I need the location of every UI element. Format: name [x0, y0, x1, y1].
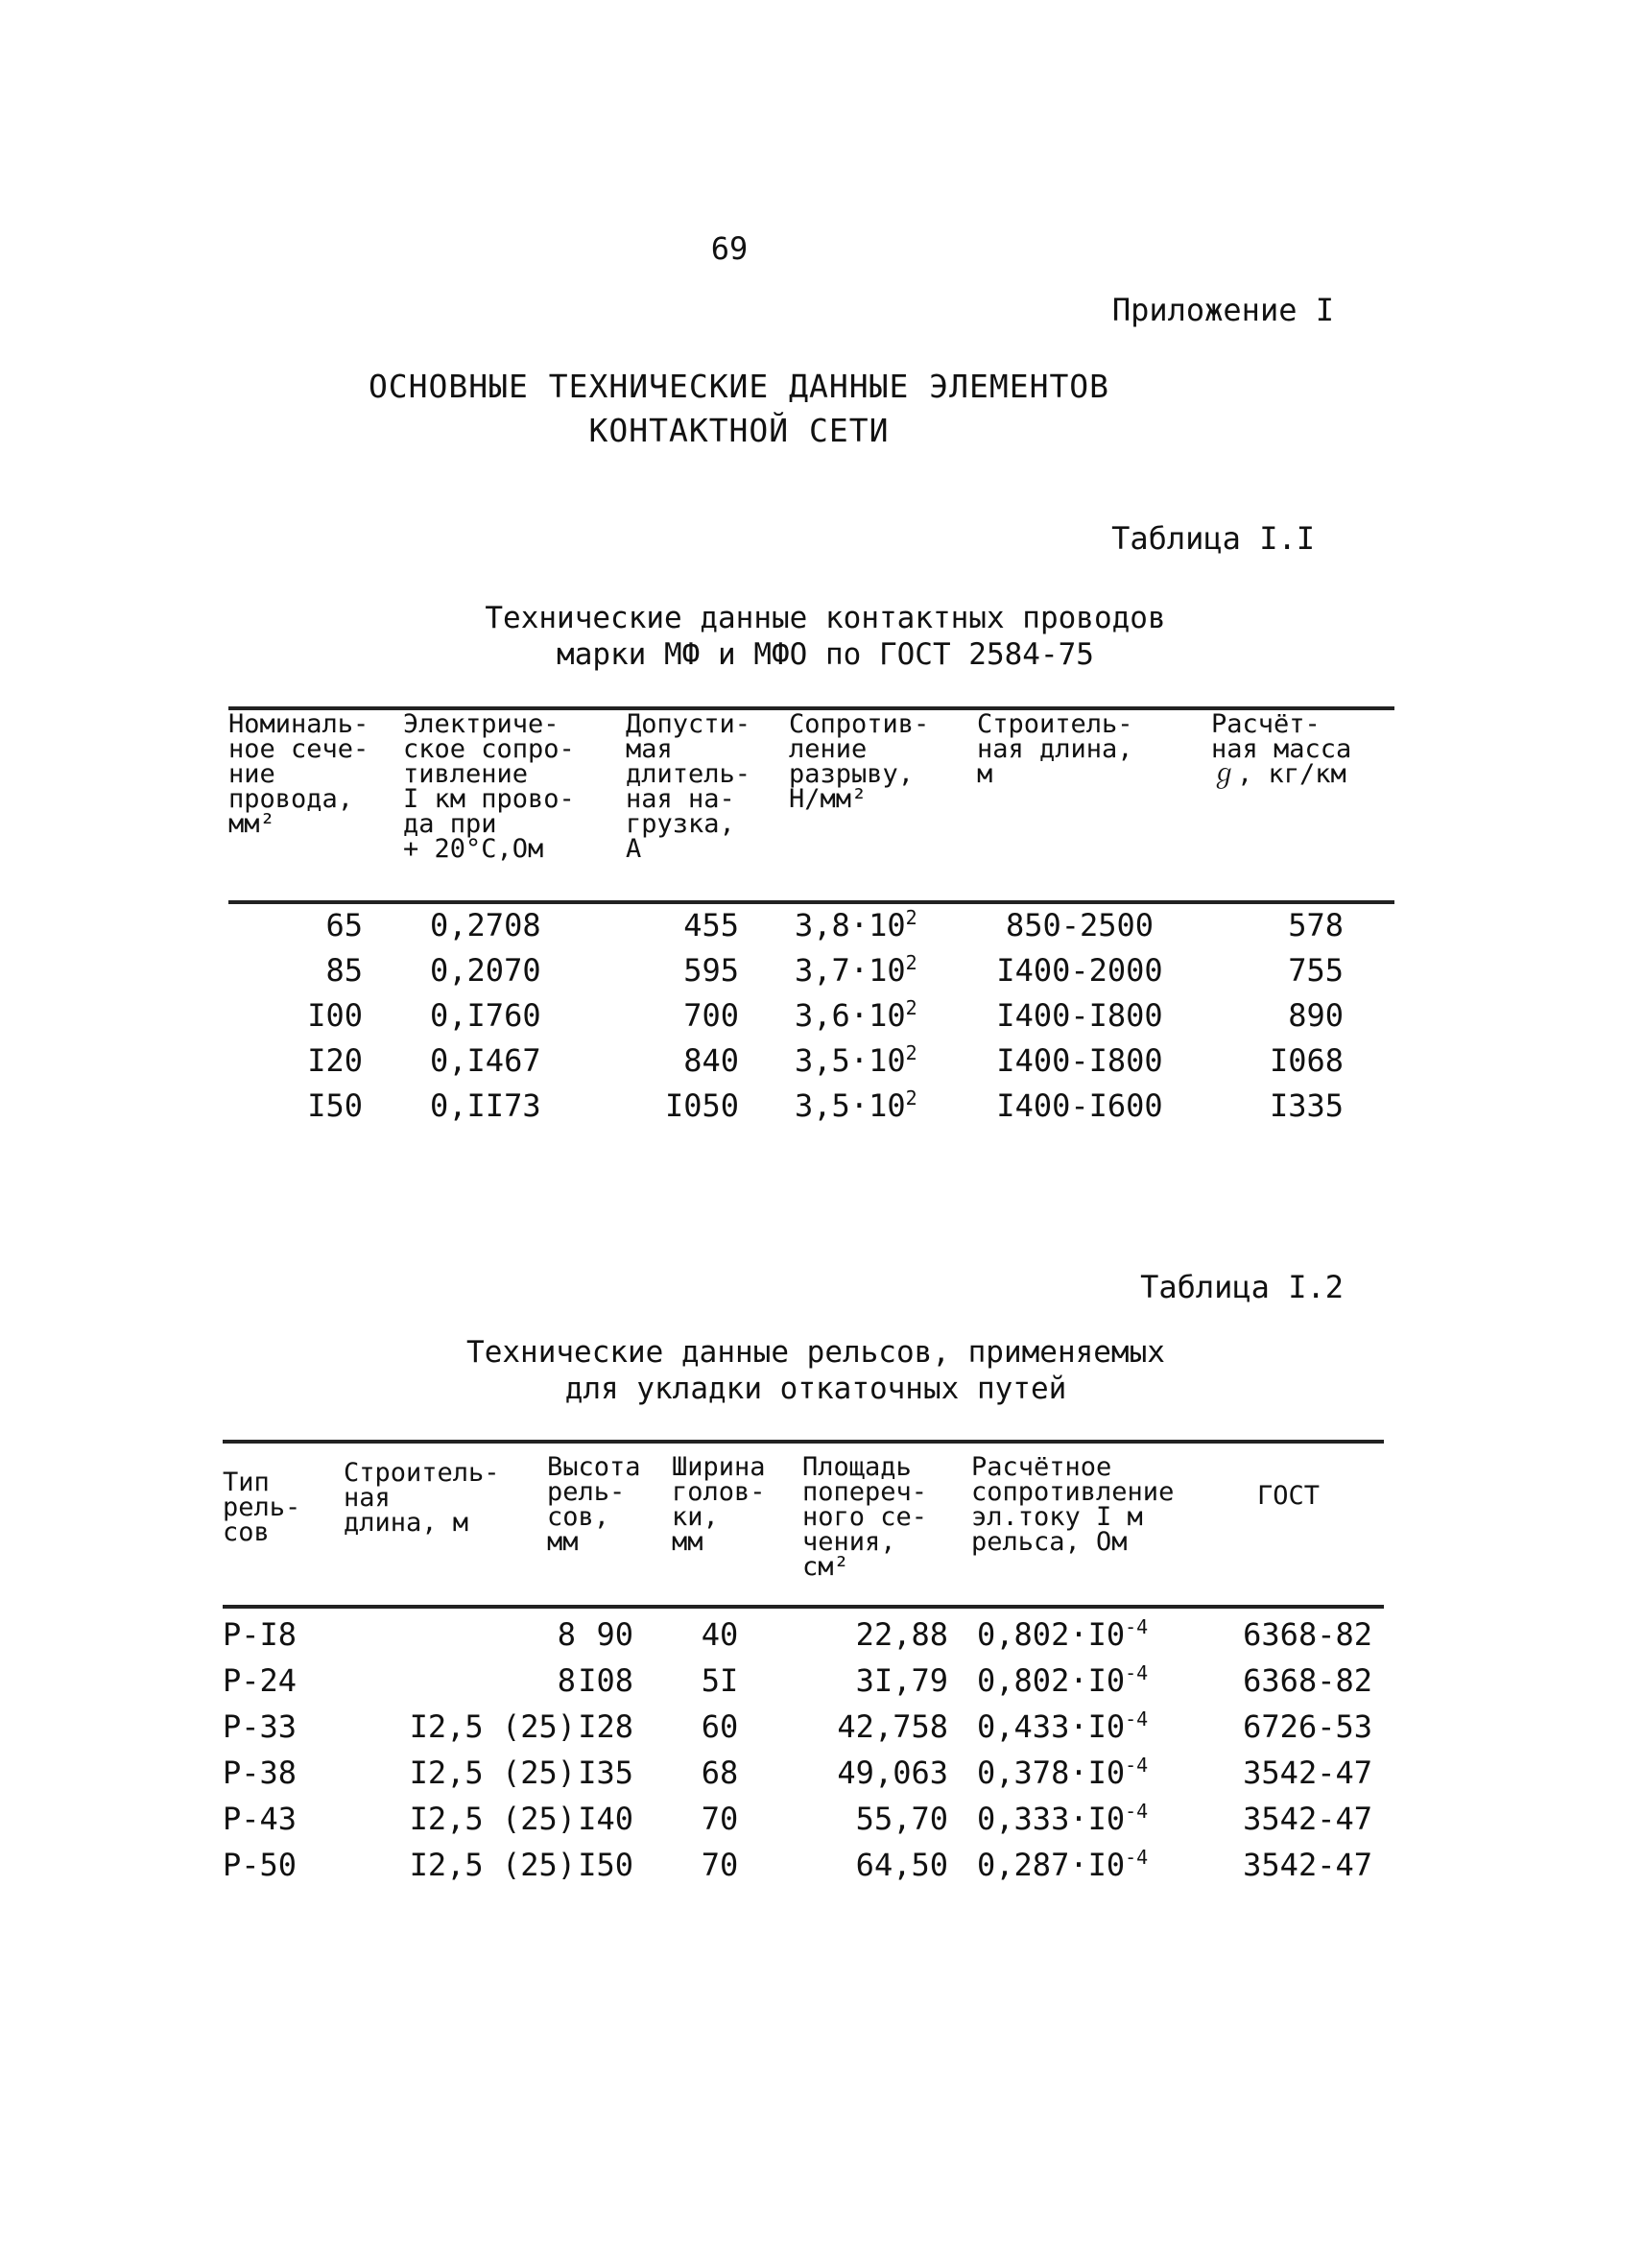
table1-cell-value: 840: [683, 1042, 739, 1079]
table2-cell-value: Р-I8: [223, 1616, 298, 1653]
table2-cell-r4-c5: [977, 1801, 1188, 1837]
table2-cell-value: 3542-47: [1243, 1755, 1372, 1791]
table1-cell-value: 0,2070: [430, 952, 541, 989]
table1-cell-r0-c3: [795, 907, 958, 943]
table2-exponent: -4: [1125, 1707, 1149, 1731]
table2-cell-r4-c6: [1228, 1801, 1372, 1837]
table2-header-area: Площадь попереч- ного се- чения, см²: [802, 1452, 928, 1582]
appendix-label: Приложение I: [1111, 292, 1334, 328]
table2-cell-value: I2,5 (25): [409, 1708, 576, 1745]
table1-exponent: 2: [905, 951, 917, 974]
table1-header-load: Допусти- мая длитель- ная на- грузка, А: [626, 709, 751, 864]
table1-header-resistance: Электриче- ское сопро- тивление I км прово- да при + 20°С,Ом: [403, 709, 575, 864]
table1-cell-value: 65: [325, 907, 363, 943]
table2-cell-value: 64,50: [855, 1847, 948, 1883]
table1-cell-r3-c3: [795, 1042, 958, 1079]
table1-cell-value: 755: [1288, 952, 1344, 989]
table2-cell-value: I50: [578, 1847, 633, 1883]
table2-cell-r2-c3: [672, 1708, 768, 1745]
table1-header-mass: Расчёт- ная масса ℊ, кг/км: [1211, 709, 1352, 789]
table2-cell-value: I08: [578, 1662, 633, 1699]
table1-cell-value: 578: [1288, 907, 1344, 943]
table2-cell-value: 3542-47: [1243, 1801, 1372, 1837]
table1-cell-r1-c0: [228, 952, 363, 989]
table2-cell-r1-c2: [537, 1662, 633, 1699]
table1-header-tensile: Сопротив- ление разрыву, Н/мм²: [789, 709, 930, 814]
table1-cell-r2-c1: [430, 997, 593, 1034]
table1-cell-r3-c5: [1200, 1042, 1344, 1079]
table2-title-line-1: Технические данные рельсов, применяемых: [466, 1335, 1165, 1370]
table1-exponent: 2: [905, 996, 917, 1019]
table2-cell-r1-c6: [1228, 1662, 1372, 1699]
table2-title: [336, 1334, 1296, 1407]
table1-cell-value: 3,5·10: [795, 1042, 906, 1079]
table2-top-rule: [223, 1440, 1384, 1444]
table1-title-line-2: марки МФ и МФО по ГОСТ 2584-75: [557, 637, 1094, 672]
table2-cell-value: Р-43: [223, 1801, 298, 1837]
table2-header-rule: [223, 1605, 1384, 1609]
table2-cell-value: 42,758: [837, 1708, 948, 1745]
table2-cell-r4-c0: [223, 1801, 328, 1837]
table1-cell-value: I400-2000: [996, 952, 1163, 989]
table2-cell-value: I40: [578, 1801, 633, 1837]
table2-cell-r3-c3: [672, 1755, 768, 1791]
table1-cell-r2-c5: [1200, 997, 1344, 1034]
table2-cell-r3-c6: [1228, 1755, 1372, 1791]
table1-header-length: Строитель- ная длина, м: [977, 709, 1133, 789]
table2-cell-value: 49,063: [837, 1755, 948, 1791]
table2-cell-r0-c0: [223, 1616, 328, 1653]
table2-cell-r4-c3: [672, 1801, 768, 1837]
table1-cell-r2-c2: [614, 997, 739, 1034]
table2-cell-value: 70: [701, 1847, 739, 1883]
table1-title: [336, 600, 1315, 673]
table1-cell-r3-c4: [979, 1042, 1180, 1079]
table1-cell-value: I00: [307, 997, 363, 1034]
table1-cell-r2-c4: [979, 997, 1180, 1034]
table2-cell-r2-c5: [977, 1708, 1188, 1745]
table1-cell-value: I400-I800: [996, 997, 1163, 1034]
table1-cell-value: 0,I760: [430, 997, 541, 1034]
table1-label: Таблица I.I: [1111, 520, 1315, 557]
table2-cell-r5-c2: [537, 1847, 633, 1883]
table2-header-head-width: Ширина голов- ки, мм: [672, 1452, 766, 1557]
table1-cell-value: 890: [1288, 997, 1344, 1034]
table2-cell-r1-c0: [223, 1662, 328, 1699]
table1-cell-r0-c4: [979, 907, 1180, 943]
table2-exponent: -4: [1125, 1661, 1149, 1684]
table1-cell-r2-c3: [795, 997, 958, 1034]
table2-cell-value: 3542-47: [1243, 1847, 1372, 1883]
table1-cell-value: 0,II73: [430, 1087, 541, 1124]
table2-cell-r0-c3: [672, 1616, 768, 1653]
table2-cell-value: 8: [557, 1662, 576, 1699]
table2-exponent: -4: [1125, 1754, 1149, 1777]
table1-header-rule: [228, 900, 1394, 904]
table2-cell-r2-c4: [787, 1708, 948, 1745]
table2-cell-value: 60: [701, 1708, 739, 1745]
table2-cell-r4-c2: [537, 1801, 633, 1837]
table2-cell-value: I2,5 (25): [409, 1755, 576, 1791]
page-number: 69: [710, 230, 749, 267]
table1-cell-value: 3,6·10: [795, 997, 906, 1034]
table1-cell-r3-c1: [430, 1042, 593, 1079]
table1-cell-value: 85: [325, 952, 363, 989]
table2-cell-value: 68: [701, 1755, 739, 1791]
table1-cell-r4-c0: [228, 1087, 363, 1124]
table1-cell-r1-c3: [795, 952, 958, 989]
table2-exponent: -4: [1125, 1846, 1149, 1869]
table2-cell-r5-c3: [672, 1847, 768, 1883]
table1-cell-r1-c2: [614, 952, 739, 989]
table2-cell-r3-c4: [787, 1755, 948, 1791]
table2-cell-value: I2,5 (25): [409, 1801, 576, 1837]
table2-cell-value: 22,88: [855, 1616, 948, 1653]
table2-cell-r2-c2: [537, 1708, 633, 1745]
table1-cell-r0-c5: [1200, 907, 1344, 943]
table2-header-type: Тип рель- сов: [223, 1468, 301, 1547]
table1-cell-r3-c2: [614, 1042, 739, 1079]
table2-cell-r1-c5: [977, 1662, 1188, 1699]
table1-cell-value: 850-2500: [1005, 907, 1155, 943]
table1-cell-r4-c5: [1200, 1087, 1344, 1124]
table1-cell-value: 3,8·10: [795, 907, 906, 943]
table2-cell-r4-c4: [787, 1801, 948, 1837]
table2-title-line-2: для укладки откаточных путей: [564, 1372, 1067, 1406]
table1-cell-r1-c5: [1200, 952, 1344, 989]
table2-cell-r5-c5: [977, 1847, 1188, 1883]
table1-cell-r4-c1: [430, 1087, 593, 1124]
main-title-line-2: КОНТАКТНОЙ СЕТИ: [588, 412, 890, 449]
table1-title-line-1: Технические данные контактных проводов: [485, 601, 1166, 635]
table2-cell-r3-c5: [977, 1755, 1188, 1791]
main-title: [250, 365, 1228, 453]
table2-cell-value: 40: [701, 1616, 739, 1653]
table1-cell-r2-c0: [228, 997, 363, 1034]
table1-cell-value: I400-I600: [996, 1087, 1163, 1124]
table2-cell-value: I2,5 (25): [409, 1847, 576, 1883]
table2-cell-r2-c6: [1228, 1708, 1372, 1745]
table2-cell-value: 0,378·I0: [977, 1755, 1126, 1791]
table1-cell-r4-c4: [979, 1087, 1180, 1124]
table1-cell-value: 455: [683, 907, 739, 943]
table1-cell-r1-c1: [430, 952, 593, 989]
table2-header-length: Строитель- ная длина, м: [344, 1458, 500, 1538]
table2-cell-r3-c0: [223, 1755, 328, 1791]
table1-cell-value: I068: [1269, 1042, 1344, 1079]
table2-cell-r0-c4: [787, 1616, 948, 1653]
table1-cell-r0-c2: [614, 907, 739, 943]
table2-label: Таблица I.2: [1140, 1269, 1344, 1305]
table2-cell-value: 0,433·I0: [977, 1708, 1126, 1745]
table2-header-resistance: Расчётное сопротивление эл.току I м рельса, Ом: [971, 1452, 1175, 1557]
table2-cell-value: 0,802·I0: [977, 1662, 1126, 1699]
table2-cell-value: Р-50: [223, 1847, 298, 1883]
table2-cell-r1-c3: [672, 1662, 768, 1699]
table1-cell-value: 700: [683, 997, 739, 1034]
table1-cell-value: I335: [1269, 1087, 1344, 1124]
table2-cell-r1-c4: [787, 1662, 948, 1699]
table1-header-section: Номиналь- ное сече- ние провода, мм²: [228, 709, 369, 839]
table1-cell-value: I20: [307, 1042, 363, 1079]
table2-exponent: -4: [1125, 1800, 1149, 1823]
table1-cell-value: 3,7·10: [795, 952, 906, 989]
table2-cell-r0-c6: [1228, 1616, 1372, 1653]
table2-cell-value: 0,287·I0: [977, 1847, 1126, 1883]
table1-cell-value: 595: [683, 952, 739, 989]
table1-cell-r0-c1: [430, 907, 593, 943]
table2-cell-r2-c0: [223, 1708, 328, 1745]
table2-cell-r5-c6: [1228, 1847, 1372, 1883]
table1-cell-value: 0,2708: [430, 907, 541, 943]
table2-cell-value: 6726-53: [1243, 1708, 1372, 1745]
table2-cell-value: I35: [578, 1755, 633, 1791]
table2-cell-value: Р-38: [223, 1755, 298, 1791]
table2-cell-value: 70: [701, 1801, 739, 1837]
table1-cell-value: I050: [664, 1087, 739, 1124]
table1-cell-value: I50: [307, 1087, 363, 1124]
table2-cell-value: 5I: [701, 1662, 739, 1699]
table2-cell-r5-c4: [787, 1847, 948, 1883]
table2-exponent: -4: [1125, 1615, 1149, 1638]
table1-cell-value: 3,5·10: [795, 1087, 906, 1124]
table1-exponent: 2: [905, 1041, 917, 1064]
table2-cell-value: 3I,79: [855, 1662, 948, 1699]
table2-cell-value: 55,70: [855, 1801, 948, 1837]
table1-cell-r0-c0: [228, 907, 363, 943]
table2-cell-value: 6368-82: [1243, 1616, 1372, 1653]
table2-header-gost: ГОСТ: [1257, 1481, 1321, 1511]
table2-cell-value: 0,333·I0: [977, 1801, 1126, 1837]
table2-cell-value: 6368-82: [1243, 1662, 1372, 1699]
table1-exponent: 2: [905, 1086, 917, 1110]
table1-cell-r1-c4: [979, 952, 1180, 989]
table1-cell-value: 0,I467: [430, 1042, 541, 1079]
table2-cell-value: Р-24: [223, 1662, 298, 1699]
table2-cell-r0-c5: [977, 1616, 1188, 1653]
table1-cell-r4-c3: [795, 1087, 958, 1124]
table1-cell-r3-c0: [228, 1042, 363, 1079]
table2-cell-value: Р-33: [223, 1708, 298, 1745]
table2-cell-value: 0,802·I0: [977, 1616, 1126, 1653]
table2-cell-r0-c2: [537, 1616, 633, 1653]
table2-header-height: Высота рель- сов, мм: [547, 1452, 641, 1557]
table2-cell-value: 8: [557, 1616, 576, 1653]
table1-cell-value: I400-I800: [996, 1042, 1163, 1079]
table2-cell-r3-c2: [537, 1755, 633, 1791]
table2-cell-value: I28: [578, 1708, 633, 1745]
main-title-line-1: ОСНОВНЫЕ ТЕХНИЧЕСКИЕ ДАННЫЕ ЭЛЕМЕНТОВ: [368, 368, 1110, 405]
table1-exponent: 2: [905, 906, 917, 929]
table2-cell-r5-c0: [223, 1847, 328, 1883]
table2-cell-value: 90: [596, 1616, 633, 1653]
table1-cell-r4-c2: [614, 1087, 739, 1124]
